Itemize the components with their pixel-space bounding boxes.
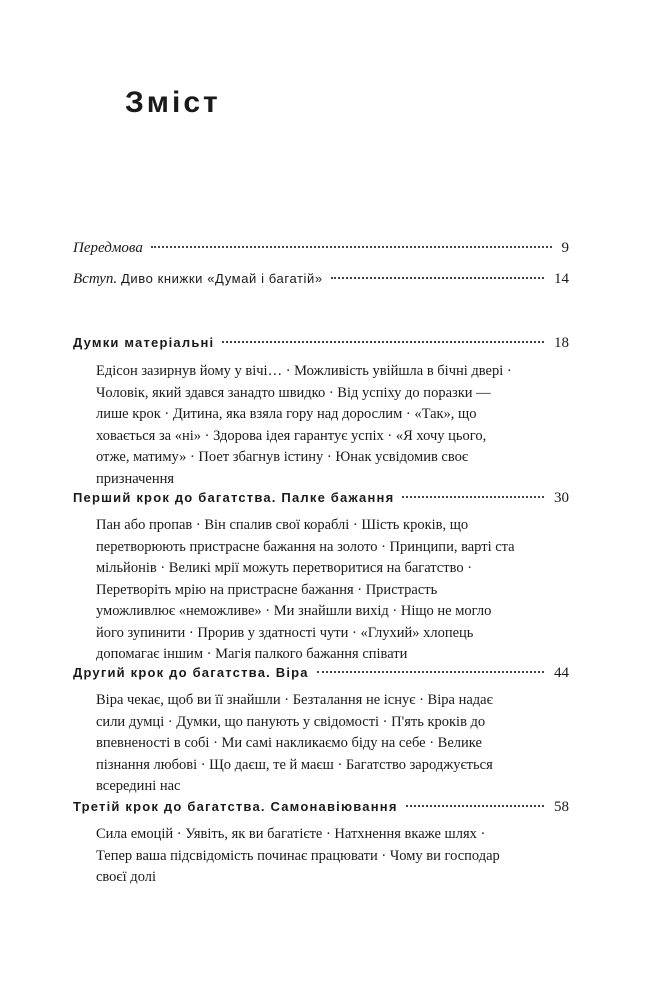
toc-entry-foreword[interactable] bbox=[73, 240, 569, 257]
page-title: Зміст bbox=[125, 86, 221, 119]
toc-chapter[interactable] bbox=[73, 665, 569, 682]
toc-page-number: 58 bbox=[554, 799, 569, 815]
toc-entry-label bbox=[73, 271, 323, 288]
toc-chapter[interactable] bbox=[73, 799, 569, 816]
chapter-topics: Віра чекає, щоб ви її знайшли · Безталання не існує · Віра надає сили думці · Думки, що панують у свідомості · П'ять кроків до впевненості в собі · Ми самі накликаємо біду на себе · Велике пізнання любові · Що даєш, те й маєш · Багатство зароджується всередині нас bbox=[96, 692, 493, 794]
toc-chapter[interactable] bbox=[73, 490, 569, 507]
chapter-topics: Едісон зазирнув йому у вічі… · Можливість увійшла в бічні двері · Чоловік, який здався занадто швидко · Від успіху до поразки — лише крок · Дитина, яка взяла гору над дорослим · «Так», що ховається за «ні» · Здорова ідея гарантує успіх · «Я хочу цього, отже, матиму» · Поет збагнув істину · Юнак усвідомив своє призначення bbox=[96, 363, 512, 487]
toc-page-number: 44 bbox=[554, 665, 569, 681]
chapter-title: Третій крок до багатства. Самонавіювання bbox=[73, 799, 398, 814]
leader-dots bbox=[406, 805, 544, 807]
leader-dots bbox=[317, 671, 544, 673]
toc-entry-label: Передмова bbox=[73, 240, 143, 256]
toc-entry-prefix: Вступ. bbox=[73, 271, 118, 287]
toc-page-number: 14 bbox=[554, 271, 569, 287]
toc-page-number: 9 bbox=[561, 240, 569, 256]
leader-dots bbox=[331, 277, 544, 279]
chapter-title: Думки матеріальні bbox=[73, 335, 215, 350]
chapter-title: Перший крок до багатства. Палке бажання bbox=[73, 490, 395, 505]
chapter-topics: Пан або пропав · Він спалив свої кораблі · Шість кроків, що перетворюють пристрасне бажання на золото · Принципи, варті ста мільйонів · Великі мрії можуть перетворитися на багатство · Перетворіть мрію на пристрасне бажання · Пристрасть уможливлює «неможливе» · Ми знайшли вихід · Ніщо не могло його зупинити · Прорив у здатності чути · «Глухий» хлопець допомагає іншим · Магія палкого бажання співати bbox=[96, 517, 515, 662]
leader-dots bbox=[402, 496, 544, 498]
leader-dots bbox=[222, 341, 544, 343]
toc-page-number: 18 bbox=[554, 335, 569, 351]
toc-chapter[interactable] bbox=[73, 335, 569, 352]
toc-entry-introduction[interactable] bbox=[73, 271, 569, 288]
leader-dots bbox=[151, 246, 552, 248]
toc-entry-title: Диво книжки «Думай і багатій» bbox=[120, 271, 323, 286]
chapter-topics: Сила емоцій · Уявіть, як ви багатієте · Натхнення вкаже шлях · Тепер ваша підсвідомість починає працювати · Чому ви господар своєї долі bbox=[96, 826, 500, 885]
chapter-title: Другий крок до багатства. Віра bbox=[73, 665, 309, 680]
toc-page-number: 30 bbox=[554, 490, 569, 506]
